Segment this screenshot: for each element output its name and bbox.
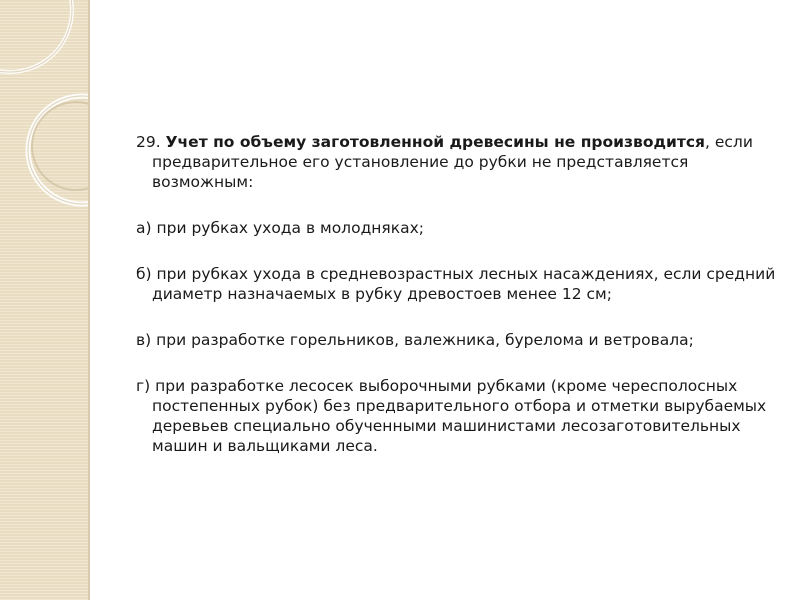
decorative-sidebar (0, 0, 88, 600)
sidebar-divider (88, 0, 90, 600)
point-number: 29. (136, 133, 161, 151)
point-29 (136, 132, 786, 192)
decorative-circles-icon (0, 0, 88, 600)
item-v: в) при разработке горельников, валежника, бурелома и ветровала; (136, 331, 694, 349)
item-b: б) при рубках ухода в средневозрастных лесных насаждениях, если средний диаметр назначаемых в рубку древостоев менее 12 см; (136, 265, 776, 303)
item-g: г) при разработке лесосек выборочными рубками (кроме чересполосных постепенных рубок) без предварительного отбора и отметки вырубаемых деревьев специально обученными машинистами лесозаготовительных машин и вальщиками леса. (136, 377, 767, 455)
point-29-bold: Учет по объему заготовленной древесины не производится (165, 133, 705, 151)
point-29-rest: , если предварительное его установление до рубки не представляется возможным: (152, 133, 753, 191)
slide-content (136, 132, 786, 482)
item-a: а) при рубках ухода в молодняках; (136, 219, 425, 237)
